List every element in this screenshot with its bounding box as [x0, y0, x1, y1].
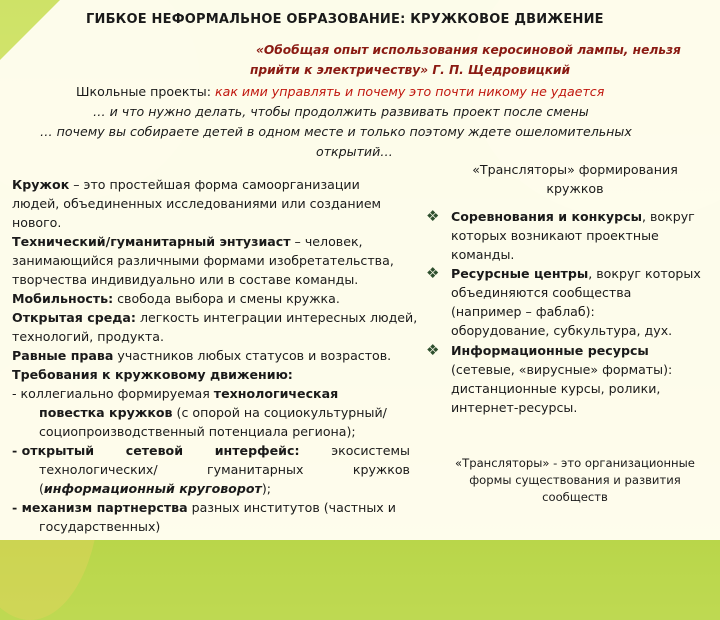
- bullet-1-term: Соревнования и конкурсы: [451, 209, 642, 224]
- mobility-line: [12, 289, 340, 309]
- open-env-line-2: технологий, продукта.: [12, 329, 164, 344]
- translators-heading-1: «Трансляторы» формирования: [472, 162, 678, 177]
- kruzhok-line-3: нового.: [12, 215, 62, 230]
- equal-rights-term: Равные права: [12, 348, 114, 363]
- enthusiast-line-3: творчества индивидуально или в составе команды.: [12, 272, 359, 287]
- diamond-bullet-icon: ❖: [426, 341, 440, 359]
- page-title: ГИБКОЕ НЕФОРМАЛЬНОЕ ОБРАЗОВАНИЕ: КРУЖКОВОЕ ДВИЖЕНИЕ: [86, 12, 604, 27]
- req-2-word-3: интерфейс:: [214, 443, 300, 458]
- bullet-3-line-3: дистанционные курсы, ролики,: [451, 381, 661, 396]
- translators-definition-3: сообществ: [542, 490, 608, 504]
- school-projects-line-2: … и что нужно делать, чтобы продолжить развивать проект после смены: [93, 104, 589, 119]
- bullet-3-line-4: интернет-ресурсы.: [451, 400, 578, 415]
- req-1-text: (с опорой на социокультурный/: [172, 405, 387, 420]
- req-2-line-2: [39, 460, 410, 480]
- open-env-line-1: [12, 308, 417, 328]
- bullet-2-term: Ресурсные центры: [451, 266, 589, 281]
- req-2-paren-open: (: [39, 481, 44, 496]
- req-1-term-2: повестка кружков: [39, 405, 173, 420]
- req-3-line-1: [12, 498, 396, 518]
- enthusiast-line-2: занимающийся различными формами изобретательства,: [12, 253, 394, 268]
- equal-rights-text: участников любых статусов и возрастов.: [113, 348, 392, 363]
- req-2-paren-close: );: [261, 481, 271, 496]
- bullet-3-line-2: (сетевые, «вирусные» форматы):: [451, 362, 673, 377]
- kruzhok-line-1: [12, 175, 360, 195]
- bullet-1-line-2: которых возникают проектные: [451, 228, 659, 243]
- bullet-3-term: Информационные ресурсы: [451, 343, 649, 358]
- open-env-term: Открытая среда:: [12, 310, 136, 325]
- req-2-word-7: кружков: [352, 462, 410, 477]
- enthusiast-text: – человек,: [290, 234, 363, 249]
- translators-definition-2: формы существования и развития: [469, 473, 681, 487]
- school-projects-line-4: открытий…: [316, 144, 393, 159]
- school-projects-line-1: [76, 82, 604, 102]
- bullet-2-line-1: [451, 264, 701, 284]
- req-1-line-1: [12, 384, 338, 404]
- enthusiast-term: Технический/гуманитарный энтузиаст: [12, 234, 291, 249]
- translators-heading-2: кружков: [546, 181, 604, 196]
- school-projects-highlight: как ими управлять и почему это почти никому не удается: [215, 84, 605, 99]
- bullet-2-line-3: (например – фаблаб):: [451, 304, 595, 319]
- quote-line-2: прийти к электричеству» Г. П. Щедровицкий: [250, 63, 571, 77]
- req-3-line-2: государственных): [39, 519, 161, 534]
- enthusiast-line-1: [12, 232, 363, 252]
- req-2-line-3: [39, 479, 271, 499]
- req-1-line-2: [39, 403, 387, 423]
- requirements-title: Требования к кружковому движению:: [12, 367, 293, 382]
- req-2-word-2: сетевой: [125, 443, 184, 458]
- req-3-term: - механизм партнерства: [12, 500, 188, 515]
- open-env-text: легкость интеграции интересных людей,: [135, 310, 418, 325]
- equal-rights-line: [12, 346, 391, 366]
- diamond-bullet-icon: ❖: [426, 207, 440, 225]
- school-projects-prefix: Школьные проекты:: [76, 84, 215, 99]
- bullet-2-line-2: объединяются сообщества: [451, 285, 632, 300]
- req-2-line-1: [12, 441, 410, 461]
- translators-definition-1: «Трансляторы» - это организационные: [455, 456, 695, 470]
- bullet-2-line-4: оборудование, субкультура, дух.: [451, 323, 673, 338]
- kruzhok-text: – это простейшая форма самоорганизации: [69, 177, 360, 192]
- kruzhok-term: Кружок: [12, 177, 70, 192]
- req-2-word-1: - открытый: [12, 443, 95, 458]
- bullet-1-text: , вокруг: [641, 209, 695, 224]
- kruzhok-line-2: людей, объединенных исследованиями или созданием: [12, 196, 382, 211]
- req-2-word-4: экосистемы: [331, 443, 410, 458]
- school-projects-line-3: … почему вы собираете детей в одном месте и только поэтому ждете ошеломительных: [40, 124, 632, 139]
- req-2-term: информационный круговорот: [43, 481, 262, 496]
- req-1-term: технологическая: [213, 386, 339, 401]
- req-2-word-5: технологических/: [39, 462, 158, 477]
- req-1-line-3: социопроизводственный потенциала региона);: [39, 424, 356, 439]
- diamond-bullet-icon: ❖: [426, 264, 440, 282]
- req-2-word-6: гуманитарных: [207, 462, 304, 477]
- req-1-prefix: - коллегиально формируемая: [12, 386, 214, 401]
- mobility-term: Мобильность:: [12, 291, 114, 306]
- mobility-text: свобода выбора и смены кружка.: [113, 291, 340, 306]
- bullet-1-line-1: [451, 207, 695, 227]
- req-3-text: разных институтов (частных и: [187, 500, 396, 515]
- quote-line-1: «Обобщая опыт использования керосиновой лампы, нельзя: [256, 43, 681, 57]
- bullet-1-line-3: команды.: [451, 247, 515, 262]
- bullet-2-text: , вокруг которых: [588, 266, 701, 281]
